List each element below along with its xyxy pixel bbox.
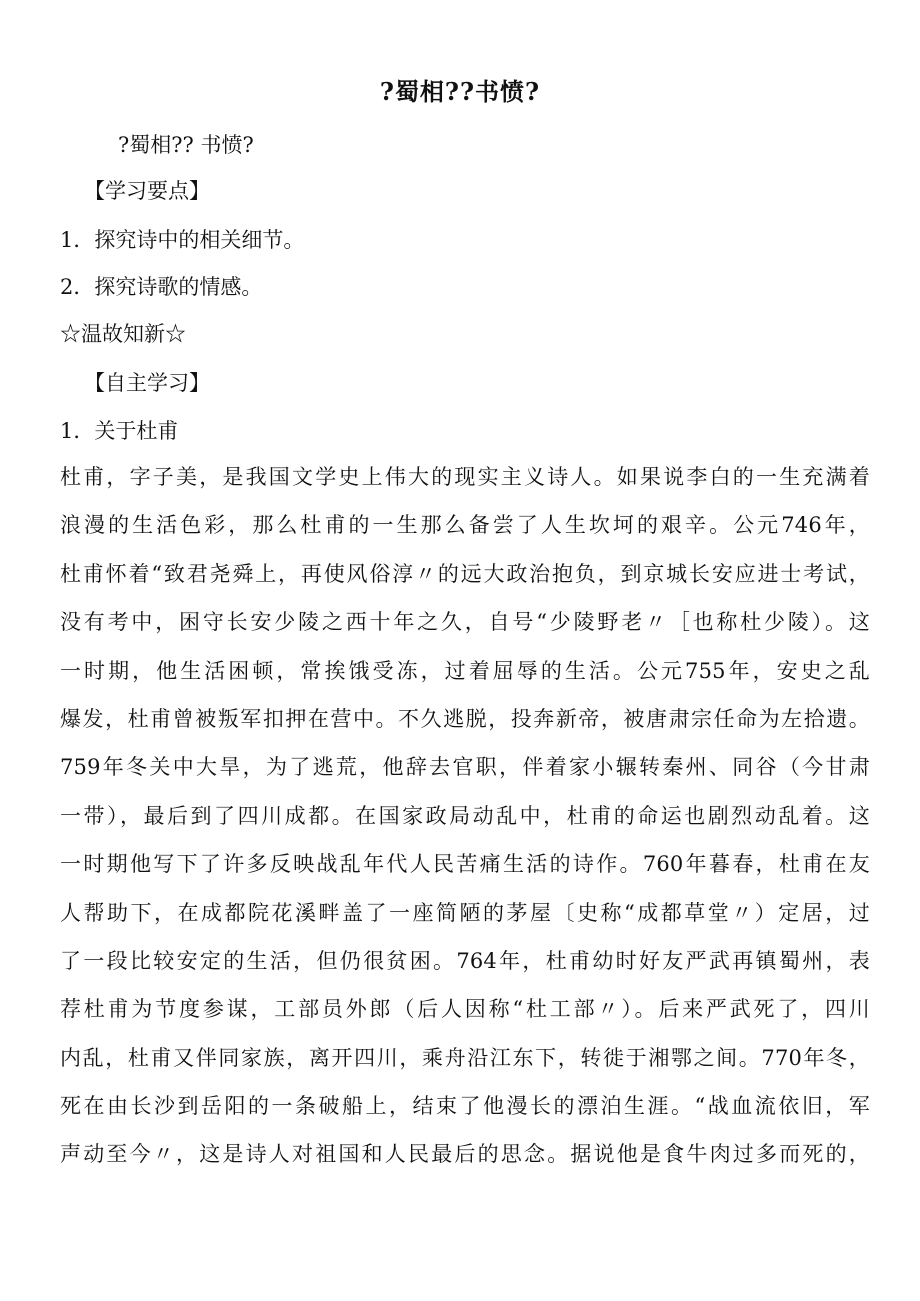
paragraph-line: 没有考中，困守长安少陵之西十年之久，自号“少陵野老〃［也称杜少陵）。这 [60, 610, 870, 635]
paragraph-line: 内乱，杜甫又伴同家族，离开四川，乘舟沿江东下，转徙于湘鄂之间。770年冬， [60, 1045, 870, 1070]
paragraph-line: 了一段比较安定的生活，但仍很贫困。764年，杜甫幼时好友严武再镇蜀州，表 [60, 948, 870, 973]
paragraph-line: 759年冬关中大旱，为了逃荒，他辞去官职，伴着家小辗转秦州、同谷（今甘肃 [60, 755, 870, 780]
learning-points-heading: 【学习要点】 [84, 179, 210, 203]
paragraph-line: 杜甫怀着“致君尧舜上，再使风俗淳〃的远大政治抱负，到京城长安应进士考试， [60, 561, 870, 586]
learning-point-2: 2．探究诗歌的情感。 [60, 275, 263, 299]
paragraph-line: 一时期他写下了许多反映战乱年代人民苦痛生活的诗作。760年暮春，杜甫在友 [60, 852, 870, 877]
review-heading: ☆温故知新☆ [60, 322, 186, 346]
paragraph-line: 人帮助下，在成都院花溪畔盖了一座简陋的茅屋〔史称“成都草堂〃）定居，过 [60, 900, 870, 925]
self-study-heading: 【自主学习】 [84, 371, 210, 395]
paragraph-line: 浪漫的生活色彩，那么杜甫的一生那么备尝了人生坎坷的艰辛。公元746年， [60, 513, 870, 538]
du-fu-biography-paragraph [60, 462, 870, 1188]
paragraph-line: 一带），最后到了四川成都。在国家政局动乱中，杜甫的命运也剧烈动乱着。这 [60, 803, 870, 828]
section-heading-du-fu: 1．关于杜甫 [60, 419, 179, 443]
paragraph-line: 一时期，他生活困顿，常挨饿受冻，过着屈辱的生活。公元755年，安史之乱 [60, 658, 870, 683]
paragraph-line: 声动至今〃，这是诗人对祖国和人民最后的思念。据说他是食牛肉过多而死的， [60, 1142, 870, 1167]
paragraph-line: 荐杜甫为节度参谋，工部员外郎（后人因称“杜工部〃）。后来严武死了，四川 [60, 997, 870, 1022]
paragraph-line: 杜甫，字子美，是我国文学史上伟大的现实主义诗人。如果说李白的一生充满着 [60, 465, 870, 489]
paragraph-line: 死在由长沙到岳阳的一条破船上，结束了他漫长的漂泊生涯。“战血流依旧，军 [60, 1094, 870, 1119]
paragraph-line: 爆发，杜甫曾被叛军扣押在营中。不久逃脱，投奔新帝，被唐肃宗任命为左拾遗。 [60, 706, 870, 731]
document-subtitle: ?蜀相?? 书愤? [118, 133, 254, 157]
learning-point-1: 1．探究诗中的相关细节。 [60, 228, 305, 252]
document-title: ?蜀相??书愤? [379, 77, 541, 106]
